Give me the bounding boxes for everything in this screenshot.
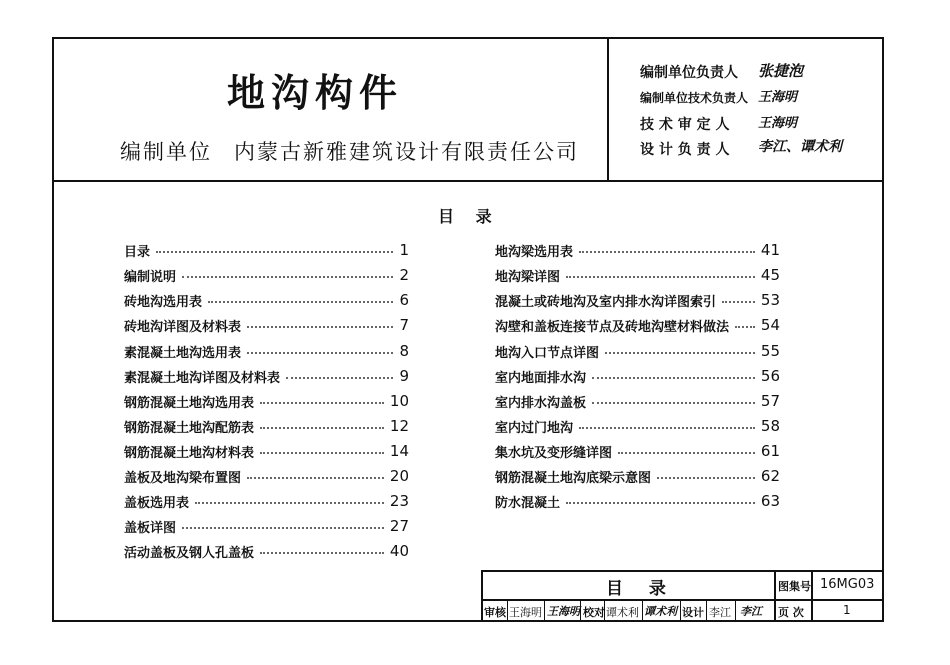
- toc-entry-page: 40: [389, 542, 409, 560]
- dot-leader: [735, 326, 755, 328]
- review-label: 审核: [484, 606, 506, 619]
- toc-entry: [495, 490, 780, 512]
- dot-leader: [592, 402, 755, 404]
- toc-entry-label: 盖板详图: [124, 520, 177, 536]
- dot-leader: [592, 377, 755, 379]
- toc-entry-page: 8: [399, 342, 409, 360]
- page-number: 1: [843, 603, 851, 617]
- toc-entry-page: 20: [389, 467, 409, 485]
- toc-entry-label: 集水坑及变形缝详图: [495, 445, 613, 461]
- toc-entry-page: 58: [760, 417, 780, 435]
- toc-entry: [124, 289, 409, 311]
- toc-entry: [124, 515, 409, 537]
- toc-entry: [124, 465, 409, 487]
- toc-entry-page: 56: [760, 367, 780, 385]
- toc-entry-label: 地沟梁详图: [495, 269, 561, 285]
- toc-entry-page: 12: [389, 417, 409, 435]
- cell-divider: [544, 599, 545, 622]
- toc-entry-page: 45: [760, 266, 780, 284]
- dot-leader: [618, 452, 755, 454]
- resp-signature-4: 李江、谭术利: [758, 139, 842, 155]
- toc-entry-page: 54: [760, 316, 780, 334]
- dot-leader: [579, 427, 755, 429]
- resp-signature-3: 王海明: [758, 116, 798, 131]
- resp-role-2: 编制单位技术负责人: [640, 91, 749, 105]
- toc-entry-label: 砖地沟详图及材料表: [124, 319, 242, 335]
- header-divider: [52, 180, 884, 182]
- dot-leader: [247, 326, 393, 328]
- toc-entry: [495, 239, 780, 261]
- toc-entry-page: 27: [389, 517, 409, 535]
- toc-entry: [495, 340, 780, 362]
- toc-entry-page: 61: [760, 442, 780, 460]
- toc-entry-page: 9: [399, 367, 409, 385]
- toc-entry: [124, 415, 409, 437]
- dot-leader: [247, 477, 384, 479]
- check-label: 校对: [583, 606, 605, 619]
- cell-divider: [706, 599, 707, 622]
- cell-divider: [580, 599, 581, 622]
- title-block-left-line: [481, 570, 483, 622]
- cell-divider: [642, 599, 643, 622]
- toc-heading: 目 录: [438, 207, 500, 226]
- toc-entry-label: 室内排水沟盖板: [495, 395, 587, 411]
- unit-name: 内蒙古新雅建筑设计有限责任公司: [234, 140, 579, 164]
- resp-role-1: 编制单位负责人: [640, 65, 738, 81]
- designer-signature: 李江: [740, 605, 762, 618]
- toc-entry-page: 14: [389, 442, 409, 460]
- toc-entry-label: 素混凝土地沟详图及材料表: [124, 370, 281, 386]
- dot-leader: [247, 352, 393, 354]
- title-block-value-divider: [811, 570, 813, 622]
- toc-entry: [124, 490, 409, 512]
- unit-label: 编制单位: [120, 140, 212, 164]
- toc-entry-page: 62: [760, 467, 780, 485]
- toc-entry: [124, 264, 409, 286]
- dot-leader: [722, 301, 755, 303]
- dot-leader: [579, 251, 755, 253]
- toc-entry-label: 室内地面排水沟: [495, 370, 587, 386]
- toc-entry-label: 素混凝土地沟选用表: [124, 345, 242, 361]
- toc-entry-label: 钢筋混凝土地沟底梁示意图: [495, 470, 652, 486]
- toc-entry-label: 盖板选用表: [124, 495, 190, 511]
- toc-entry: [495, 390, 780, 412]
- toc-entry: [124, 365, 409, 387]
- toc-entry-label: 钢筋混凝土地沟配筋表: [124, 420, 255, 436]
- resp-signature-2: 王海明: [758, 90, 798, 105]
- toc-entry-page: 55: [760, 342, 780, 360]
- dot-leader: [156, 251, 393, 253]
- dot-leader: [182, 527, 384, 529]
- toc-entry-page: 1: [399, 241, 409, 259]
- toc-entry: [124, 390, 409, 412]
- dot-leader: [566, 502, 755, 504]
- dot-leader: [260, 452, 384, 454]
- toc-entry: [495, 365, 780, 387]
- toc-entry-label: 地沟入口节点详图: [495, 345, 600, 361]
- dot-leader: [260, 427, 384, 429]
- page-title: 地沟构件: [226, 71, 403, 115]
- designer-name: 李江: [709, 606, 731, 619]
- title-block-mid-line: [481, 599, 884, 601]
- toc-entry: [495, 264, 780, 286]
- design-label: 设计: [682, 606, 704, 619]
- toc-entry-page: 7: [399, 316, 409, 334]
- toc-entry-label: 盖板及地沟梁布置图: [124, 470, 242, 486]
- toc-entry-page: 57: [760, 392, 780, 410]
- toc-entry-label: 砖地沟选用表: [124, 294, 203, 310]
- dot-leader: [286, 377, 393, 379]
- toc-entry-label: 活动盖板及钢人孔盖板: [124, 545, 255, 561]
- reviewer-name: 王海明: [509, 606, 542, 619]
- atlas-label: 图集号: [778, 580, 811, 593]
- title-block-right-divider: [774, 570, 776, 622]
- toc-entry: [495, 440, 780, 462]
- toc-entry: [495, 465, 780, 487]
- toc-entry-page: 53: [760, 291, 780, 309]
- toc-entry: [124, 540, 409, 562]
- checker-name: 谭术利: [606, 606, 639, 619]
- sheet-title: 目 录: [606, 579, 676, 599]
- toc-entry: [495, 314, 780, 336]
- page-label: 页 次: [778, 606, 804, 619]
- dot-leader: [195, 502, 384, 504]
- dot-leader: [260, 552, 384, 554]
- toc-entry-page: 6: [399, 291, 409, 309]
- toc-entry-label: 钢筋混凝土地沟材料表: [124, 445, 255, 461]
- toc-entry-label: 混凝土或砖地沟及室内排水沟详图索引: [495, 294, 717, 310]
- dot-leader: [182, 276, 393, 278]
- toc-entry: [124, 239, 409, 261]
- toc-entry-page: 2: [399, 266, 409, 284]
- toc-entry-label: 室内过门地沟: [495, 420, 574, 436]
- dot-leader: [260, 402, 384, 404]
- toc-entry: [124, 340, 409, 362]
- toc-entry-page: 63: [760, 492, 780, 510]
- toc-entry-label: 地沟梁选用表: [495, 244, 574, 260]
- toc-entry: [124, 314, 409, 336]
- resp-role-3: 技 术 审 定 人: [640, 117, 730, 133]
- toc-entry: [495, 289, 780, 311]
- cell-divider: [735, 599, 736, 622]
- dot-leader: [566, 276, 755, 278]
- header-vertical-divider: [607, 37, 609, 181]
- title-block-top-line: [481, 570, 884, 572]
- toc-entry-label: 编制说明: [124, 269, 177, 285]
- dot-leader: [657, 477, 755, 479]
- cell-divider: [680, 599, 681, 622]
- toc-entry-page: 23: [389, 492, 409, 510]
- dot-leader: [605, 352, 755, 354]
- toc-entry: [124, 440, 409, 462]
- atlas-number: 16MG03: [820, 577, 875, 592]
- compiling-unit: [120, 136, 579, 166]
- toc-entry-page: 10: [389, 392, 409, 410]
- cell-divider: [507, 599, 508, 622]
- toc-entry-page: 41: [760, 241, 780, 259]
- checker-signature: 谭术利: [644, 605, 677, 618]
- toc-entry: [495, 415, 780, 437]
- toc-entry-label: 钢筋混凝土地沟选用表: [124, 395, 255, 411]
- dot-leader: [208, 301, 393, 303]
- toc-entry-label: 沟壁和盖板连接节点及砖地沟壁材料做法: [495, 319, 730, 335]
- resp-role-4: 设 计 负 责 人: [640, 142, 730, 158]
- resp-signature-1: 张捷泡: [758, 62, 804, 80]
- toc-entry-label: 目录: [124, 244, 151, 260]
- reviewer-signature: 王海明: [547, 605, 580, 618]
- toc-entry-label: 防水混凝土: [495, 495, 561, 511]
